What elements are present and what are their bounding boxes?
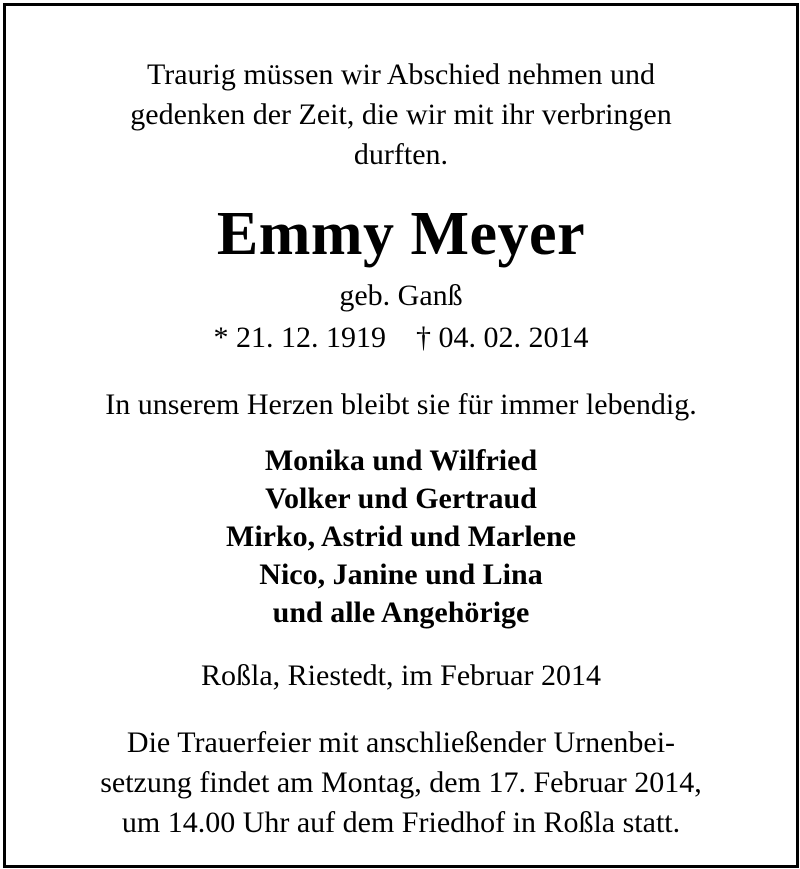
service-notice <box>6 723 796 843</box>
intro-text <box>6 55 796 175</box>
mourner-line: Nico, Janine und Lina <box>259 558 543 591</box>
obituary-frame <box>3 3 799 868</box>
life-dates <box>6 318 796 358</box>
service-line: Die Trauerfeier mit anschließender Urnenbei- <box>126 726 676 759</box>
service-line: um 14.00 Uhr auf dem Friedhof in Roßla statt. <box>121 806 681 839</box>
service-line: setzung findet am Montag, dem 17. Februar 2014, <box>100 766 702 799</box>
deceased-name: Emmy Meyer <box>216 200 586 268</box>
mourner-line: Mirko, Astrid und Marlene <box>226 520 576 553</box>
intro-line: durften. <box>353 138 449 171</box>
intro-line: Traurig müssen wir Abschied nehmen und <box>146 58 655 91</box>
death-date: † 04. 02. 2014 <box>416 321 589 354</box>
mourner-line: und alle Angehörige <box>272 596 530 629</box>
birth-date: * 21. 12. 1919 <box>213 321 386 354</box>
maiden-name: geb. Ganß <box>339 279 463 312</box>
mourner-line: Volker und Gertraud <box>265 482 537 515</box>
intro-line: gedenken der Zeit, die wir mit ihr verbringen <box>130 98 672 131</box>
place-date: Roßla, Riestedt, im Februar 2014 <box>201 659 601 692</box>
memorial-motto: In unserem Herzen bleibt sie für immer lebendig. <box>105 388 697 421</box>
mourners-list <box>6 442 796 632</box>
mourner-line: Monika und Wilfried <box>264 444 538 477</box>
